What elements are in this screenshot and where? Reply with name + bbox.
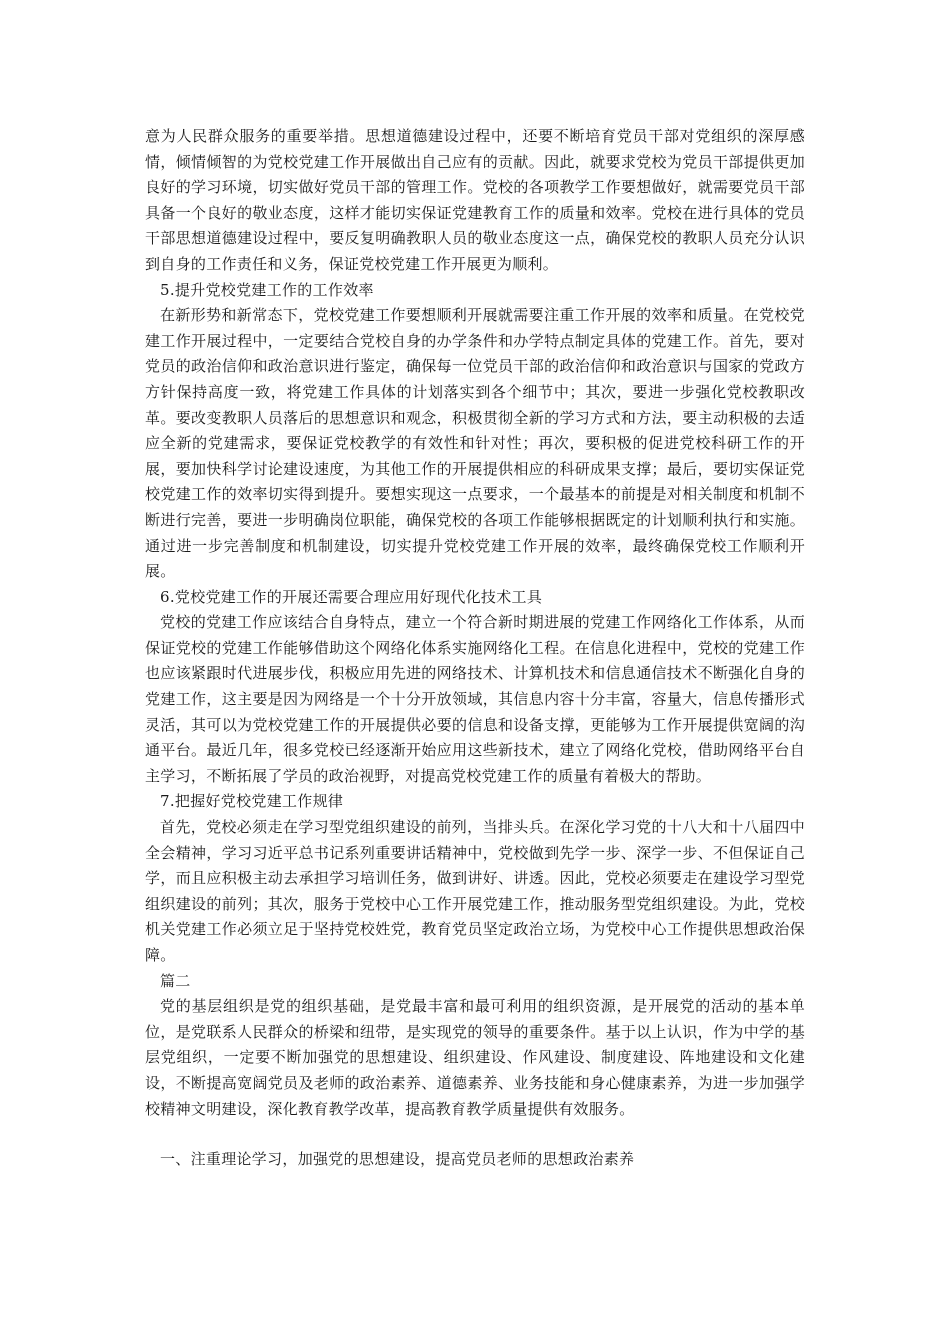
- paragraph: 党的基层组织是党的组织基础，是党最丰富和最可利用的组织资源，是开展党的活动的基本单位，是党联系人民群众的桥梁和纽带，是实现党的领导的重要条件。基于以上认识，作为中学的基层党组织，一定要不断加强党的思想建设、组织建设、作风建设、制度建设、阵地建设和文化建设，不断提高宽阔党员及老师的政治素养、道德素养、业务技能和身心健康素养，为进一步加强学校精神文明建设，深化教育教学改革，提高教育教学质量提供有效服务。: [145, 997, 805, 1118]
- section-heading-7: 7.把握好党校党建工作规律: [160, 792, 344, 811]
- paragraph: 首先，党校必须走在学习型党组织建设的前列，当排头兵。在深化学习党的十八大和十八届四中全会精神，学习习近平总书记系列重要讲话精神中，党校做到先学一步、深学一步、不但保证自己学，而且应积极主动去承担学习培训任务，做到讲好、讲透。因此，党校必须要走在建设学习型党组织建设的前列；其次，服务于党校中心工作开展党建工作，推动服务型党组织建设。为此，党校机关党建工作必须立足于坚持党校姓党，教育党员坚定政治立场，为党校中心工作提供思想政治保障。: [145, 818, 805, 964]
- section-heading-5: 5.提升党校党建工作的工作效率: [160, 280, 374, 299]
- section-heading-6: 6.党校党建工作的开展还需要合理应用好现代化技术工具: [160, 587, 543, 606]
- part-heading: 篇二: [160, 971, 191, 990]
- paragraph: 党校的党建工作应该结合自身特点，建立一个符合新时期进展的党建工作网络化工作体系，从而保证党校的党建工作能够借助这个网络化体系实施网络化工程。在信息化进程中，党校的党建工作也应该紧跟时代进展步伐，积极应用先进的网络技术、计算机技术和信息通信技术不断强化自身的党建工作，这主要是因为网络是一个十分开放领域，其信息内容十分丰富，容量大，信息传播形式灵活，其可以为党校党建工作的开展提供必要的信息和设备支撑，更能够为工作开展提供宽阔的沟通平台。最近几年，很多党校已经逐渐开始应用这些新技术，建立了网络化党校，借助网络平台自主学习，不断拓展了学员的政治视野，对提高党校党建工作的质量有着极大的帮助。: [145, 613, 805, 785]
- paragraph: 在新形势和新常态下，党校党建工作要想顺利开展就需要注重工作开展的效率和质量。在党校党建工作开展过程中，一定要结合党校自身的办学条件和办学特点制定具体的党建工作。首先，要对党员的政治信仰和政治意识进行鉴定，确保每一位党员干部的政治信仰和政治意识与国家的党政方方针保持高度一致，将党建工作具体的计划落实到各个细节中；其次，要进一步强化党校教职改革。要改变教职人员落后的思想意识和观念，积极贯彻全新的学习方式和方法，要主动积极的去适应全新的党建需求，要保证党校教学的有效性和针对性；再次，要积极的促进党校科研工作的开展，要加快科学讨论建设速度，为其他工作的开展提供相应的科研成果支撑；最后，要切实保证党校党建工作的效率切实得到提升。要想实现这一点要求，一个最基本的前提是对相关制度和机制不断进行完善，要进一步明确岗位职能，确保党校的各项工作能够根据既定的计划顺利执行和实施。通过进一步完善制度和机制建设，切实提升党校党建工作开展的效率，最终确保党校工作顺利开展。: [145, 306, 805, 581]
- subsection-heading: 一、注重理论学习，加强党的思想建设，提高党员老师的思想政治素养: [160, 1150, 635, 1169]
- paragraph-continued: 意为人民群众服务的重要举措。思想道德建设过程中，还要不断培育党员干部对党组织的深厚感情，倾情倾智的为党校党建工作开展做出自己应有的贡献。因此，就要求党校为党员干部提供更加良好的学习环境，切实做好党员干部的管理工作。党校的各项教学工作要想做好，就需要党员干部具备一个良好的敬业态度，这样才能切实保证党建教育工作的质量和效率。党校在进行具体的党员干部思想道德建设过程中，要反复明确教职人员的敬业态度这一点，确保党校的教职人员充分认识到自身的工作责任和义务，保证党校党建工作开展更为顺利。: [145, 127, 805, 273]
- document-page: [145, 124, 805, 1173]
